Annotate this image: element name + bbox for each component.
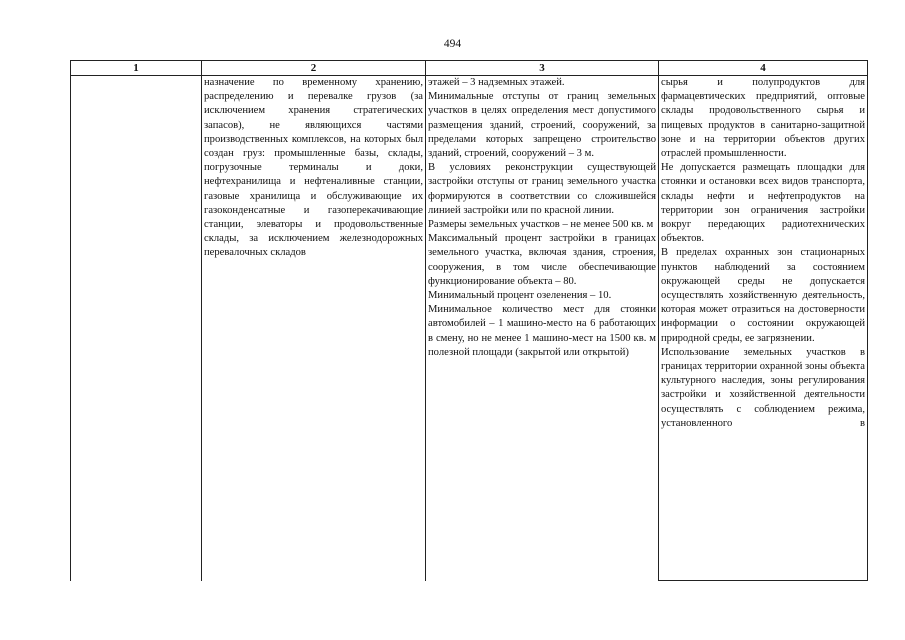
cell-col-3 <box>426 76 659 581</box>
cell-col-4 <box>659 76 868 581</box>
col4-paragraph: Не допускается размещать площадки для стоянки и остановки всех видов транспорта, склады нефти и нефтепродуктов на территории зон ограничения застройки вокруг передающих радиотехнических объектов. <box>661 162 865 245</box>
cell-col-2 <box>202 76 426 581</box>
column-header-4: 4 <box>659 61 868 76</box>
page-number: 494 <box>443 38 462 50</box>
table-header-row <box>71 61 868 76</box>
col4-paragraph: сырья и полупродуктов для фармацевтических предприятий, оптовые склады продовольственного сырья и пищевых продуктов в санитарно-защитной зоне и на территории объектов других отраслей промышленности. <box>661 77 865 160</box>
column-header-2: 2 <box>202 61 426 76</box>
col4-paragraph: В пределах охранных зон стационарных пунктов наблюдений за состоянием окружающей среды не допускается осуществлять хозяйственную деятельность, которая может отразиться на достоверности информации о состоянии окружающей природной среды, ее загрязнении. <box>661 247 865 344</box>
table-row <box>71 76 868 581</box>
column-header-3: 3 <box>426 61 659 76</box>
col4-paragraph: Использование земельных участков в границах территории охранной зоны объекта культурного наследия, зоны регулирования застройки и хозяйственной деятельности осуществлять с соблюдением режима, установленного в <box>661 346 865 429</box>
col3-paragraph: Максимальный процент застройки в границах земельного участка, включая здания, строения, сооружения, в том числе обеспечивающие функционирование объекта – 80. <box>428 233 656 287</box>
col3-paragraph: Размеры земельных участков – не менее 500 кв. м <box>428 219 654 231</box>
col3-paragraph: этажей – 3 надземных этажей. <box>428 77 565 88</box>
col3-paragraph: Минимальные отступы от границ земельных участков в целях определения мест допустимого размещения зданий, строений, сооружений, за пределами которых запрещено строительство зданий, строений, сооружений – 3 м. <box>428 91 656 160</box>
column-header-1: 1 <box>71 61 202 76</box>
regulations-table <box>70 60 868 581</box>
col3-paragraph: Минимальное количество мест для стоянки автомобилей – 1 машино-место на 6 работающих в смену, но не менее 1 машино-мест на 1500 кв. м полезной площади (закрытой или открытой) <box>428 304 656 358</box>
col3-paragraph: В условиях реконструкции существующей застройки отступы от границ земельного участка формируются в соответствии со сложившейся линией застройки или по красной линии. <box>428 162 656 216</box>
cell-col-1 <box>71 76 202 581</box>
col2-paragraph: назначение по временному хранению, распределению и перевалке грузов (за исключением хранения стратегических запасов), не являющихся частями производственных комплексов, на которых был создан груз: промышленные базы, склады, погрузочные терминалы и доки, нефтехранилища и нефтеналивные станции, газовые хранилища и обслуживающие их газоконденсатные и газоперекачивающие станции, элеваторы и продовольственные склады, за исключением железнодорожных перевалочных складов <box>204 77 423 259</box>
col3-paragraph: Минимальный процент озеленения – 10. <box>428 290 612 302</box>
